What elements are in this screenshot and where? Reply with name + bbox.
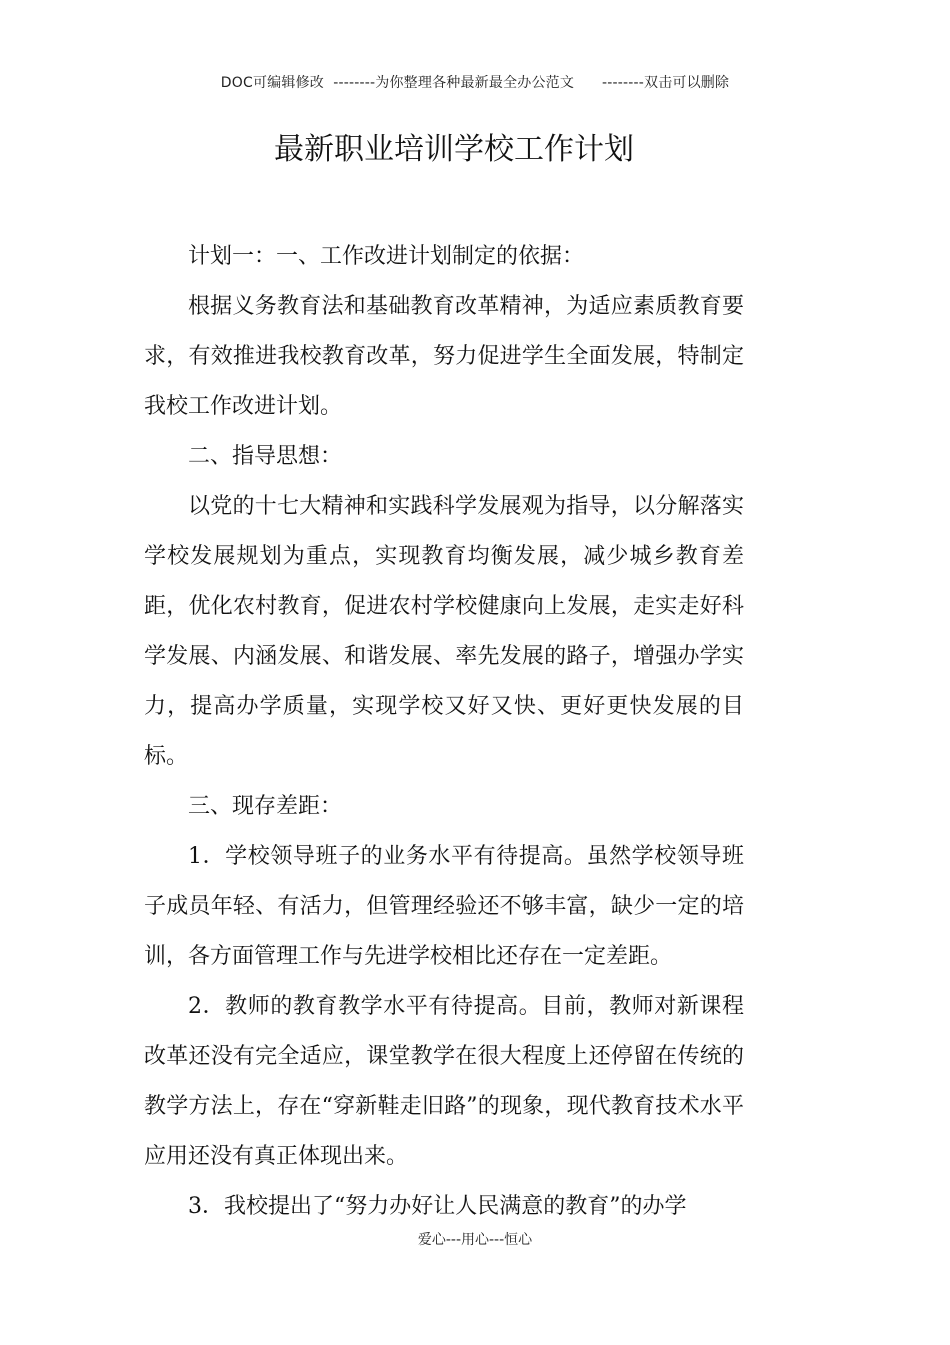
document-body [144,232,744,1232]
paragraph-basis-text: 根据义务教育法和基础教育改革精神，为适应素质教育要求，有效推进我校教育改革，努力促进学生全面发展，特制定我校工作改进计划。 [144,294,744,419]
paragraph-gap-item-1: 1．学校领导班子的业务水平有待提高。虽然学校领导班子成员年轻、有活力，但管理经验还不够丰富，缺少一定的培训，各方面管理工作与先进学校相比还存在一定差距。 [144,844,744,969]
document-title: 最新职业培训学校工作计划 [274,132,634,167]
paragraph-guiding-text: 以党的十七大精神和实践科学发展观为指导，以分解落实学校发展规划为重点，实现教育均衡发展，减少城乡教育差距，优化农村教育，促进农村学校健康向上发展，走实走好科学发展、内涵发展、和谐发展、率先发展的路子，增强办学实力，提高办学质量，实现学校又好又快、更好更快发展的目标。 [144,494,744,769]
page-footer: 爱心---用心---恒心 [417,1232,533,1248]
paragraph-gap-heading: 三、现存差距： [188,794,343,819]
paragraph-guiding-heading: 二、指导思想： [188,444,343,469]
paragraph-gap-item-3: 3．我校提出了“努力办好让人民满意的教育”的办学 [188,1194,687,1219]
paragraph-plan-one-basis: 计划一：一、工作改进计划制定的依据： [188,244,585,269]
page-header: DOC可编辑修改 --------为你整理各种最新最全办公范文 --------双击可以删除 [220,75,730,91]
paragraph-gap-item-2: 2．教师的教育教学水平有待提高。目前，教师对新课程改革还没有完全适应，课堂教学在很大程度上还停留在传统的教学方法上，存在“穿新鞋走旧路”的现象，现代教育技术水平应用还没有真正体现出来。 [144,994,744,1169]
